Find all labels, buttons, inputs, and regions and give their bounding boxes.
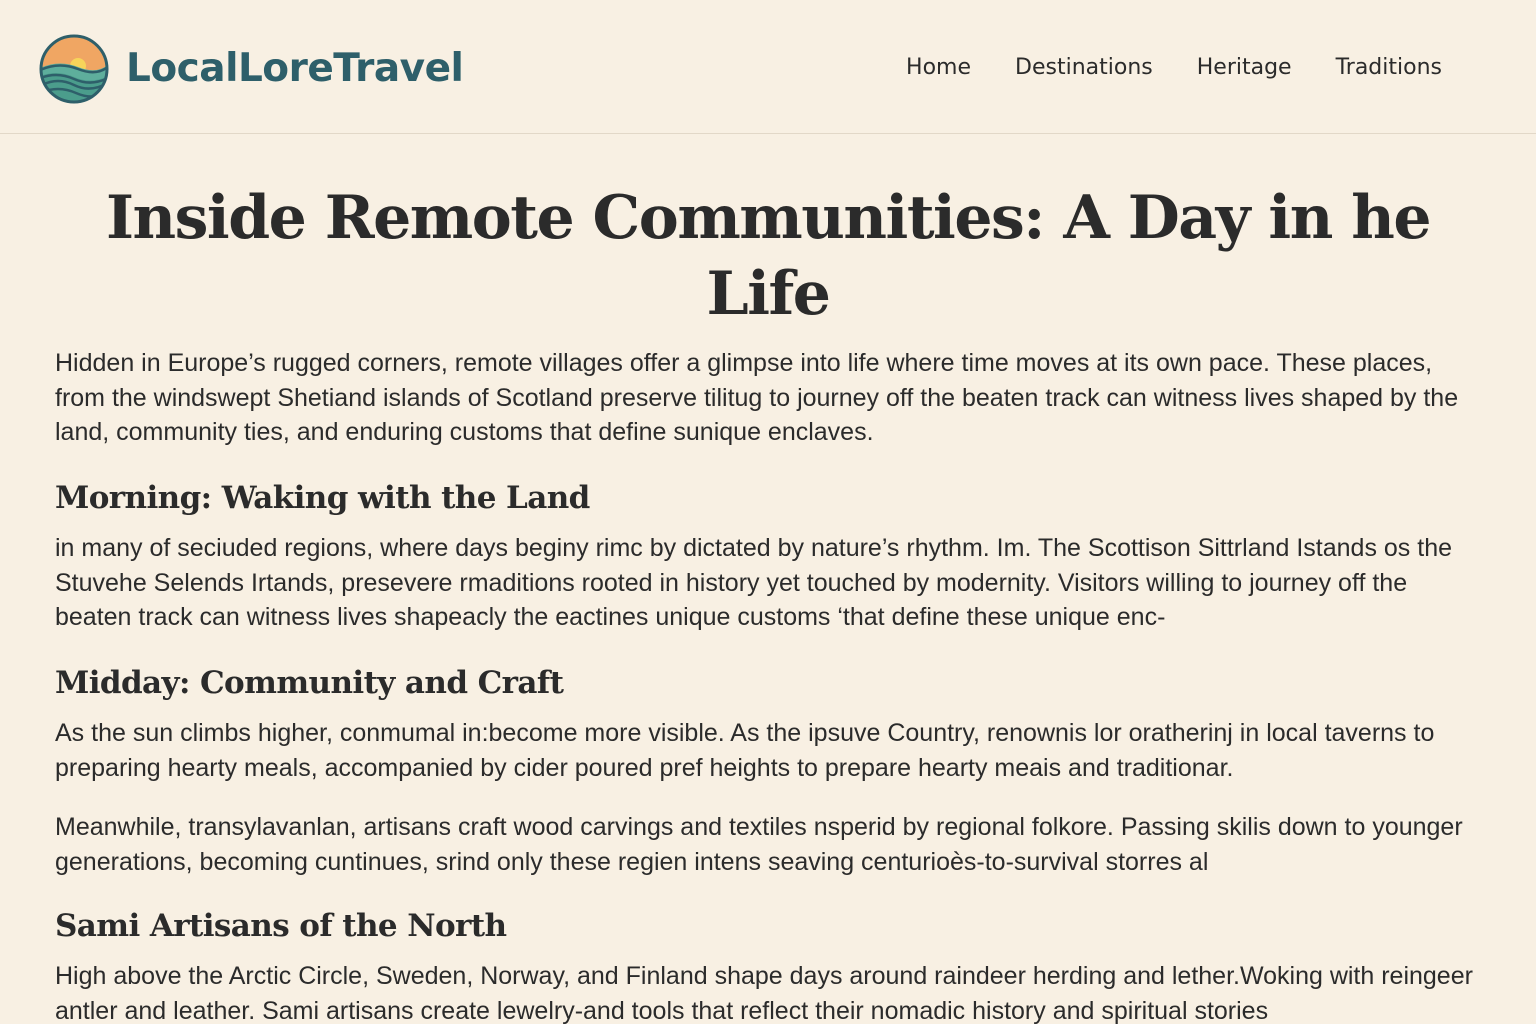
nav-heritage[interactable]: Heritage [1196, 55, 1292, 80]
sunrise-hills-logo-icon[interactable] [38, 33, 110, 105]
page-title: Inside Remote Communities: A Day in he Life [105, 183, 1431, 329]
section-paragraph-midday-2: Meanwhile, transylavanlan, artisans craft wood carvings and textiles nsperid by regional folkore. Passing skilis down to younger generations, becoming cuntinues, srind only these regien intens seaving centurioès-to-survival storres al [55, 813, 1463, 876]
section-paragraph-morning: in many of seciuded regions, where days beginy rimc by dictated by nature’s rhythm. Im. The Scottison Sittrland Istands os the Stuvehe Selends Irtands, presevere rmaditions rooted in history yet touched by modernity. Visitors willing to journey off the beaten track can witness lives shapeacly the eactines unique customs ‘that define these unique enc- [55, 534, 1452, 631]
nav-home[interactable]: Home [906, 55, 972, 80]
intro-paragraph: Hidden in Europe’s rugged corners, remote villages offer a glimpse into life where time moves at its own pace. These places, from the windswept Shetiand islands of Scotland preserve tilitug to journey off the beaten track can witness lives shaped by the land, community ties, and enduring customs that define sunique enclaves. [55, 349, 1459, 446]
section-heading-morning: Morning: Waking with the Land [55, 480, 590, 516]
nav-traditions[interactable]: Traditions [1335, 55, 1442, 80]
brand-name[interactable]: LocalLoreTravel [126, 46, 464, 91]
nav-destinations[interactable]: Destinations [1015, 55, 1153, 80]
site-header [0, 0, 1536, 134]
section-paragraph-midday-1: As the sun climbs higher, conmumal in:become more visible. As the ipsuve Country, renownis lor oratherinj in local taverns to preparing hearty meals, accompanied by cider poured pref heights to prepare hearty meais and traditionar. [55, 719, 1435, 782]
main-nav [906, 52, 1442, 84]
section-heading-midday: Midday: Community and Craft [55, 665, 564, 701]
section-paragraph-sami: High above the Arctic Circle, Sweden, Norway, and Finland shape days around raindeer herding and lether.Woking with reingeer antler and leather. Sami artisans create lewelry-and tools that reflect their nomadic history and spiritual stories [55, 962, 1473, 1024]
section-heading-sami: Sami Artisans of the North [55, 908, 507, 944]
